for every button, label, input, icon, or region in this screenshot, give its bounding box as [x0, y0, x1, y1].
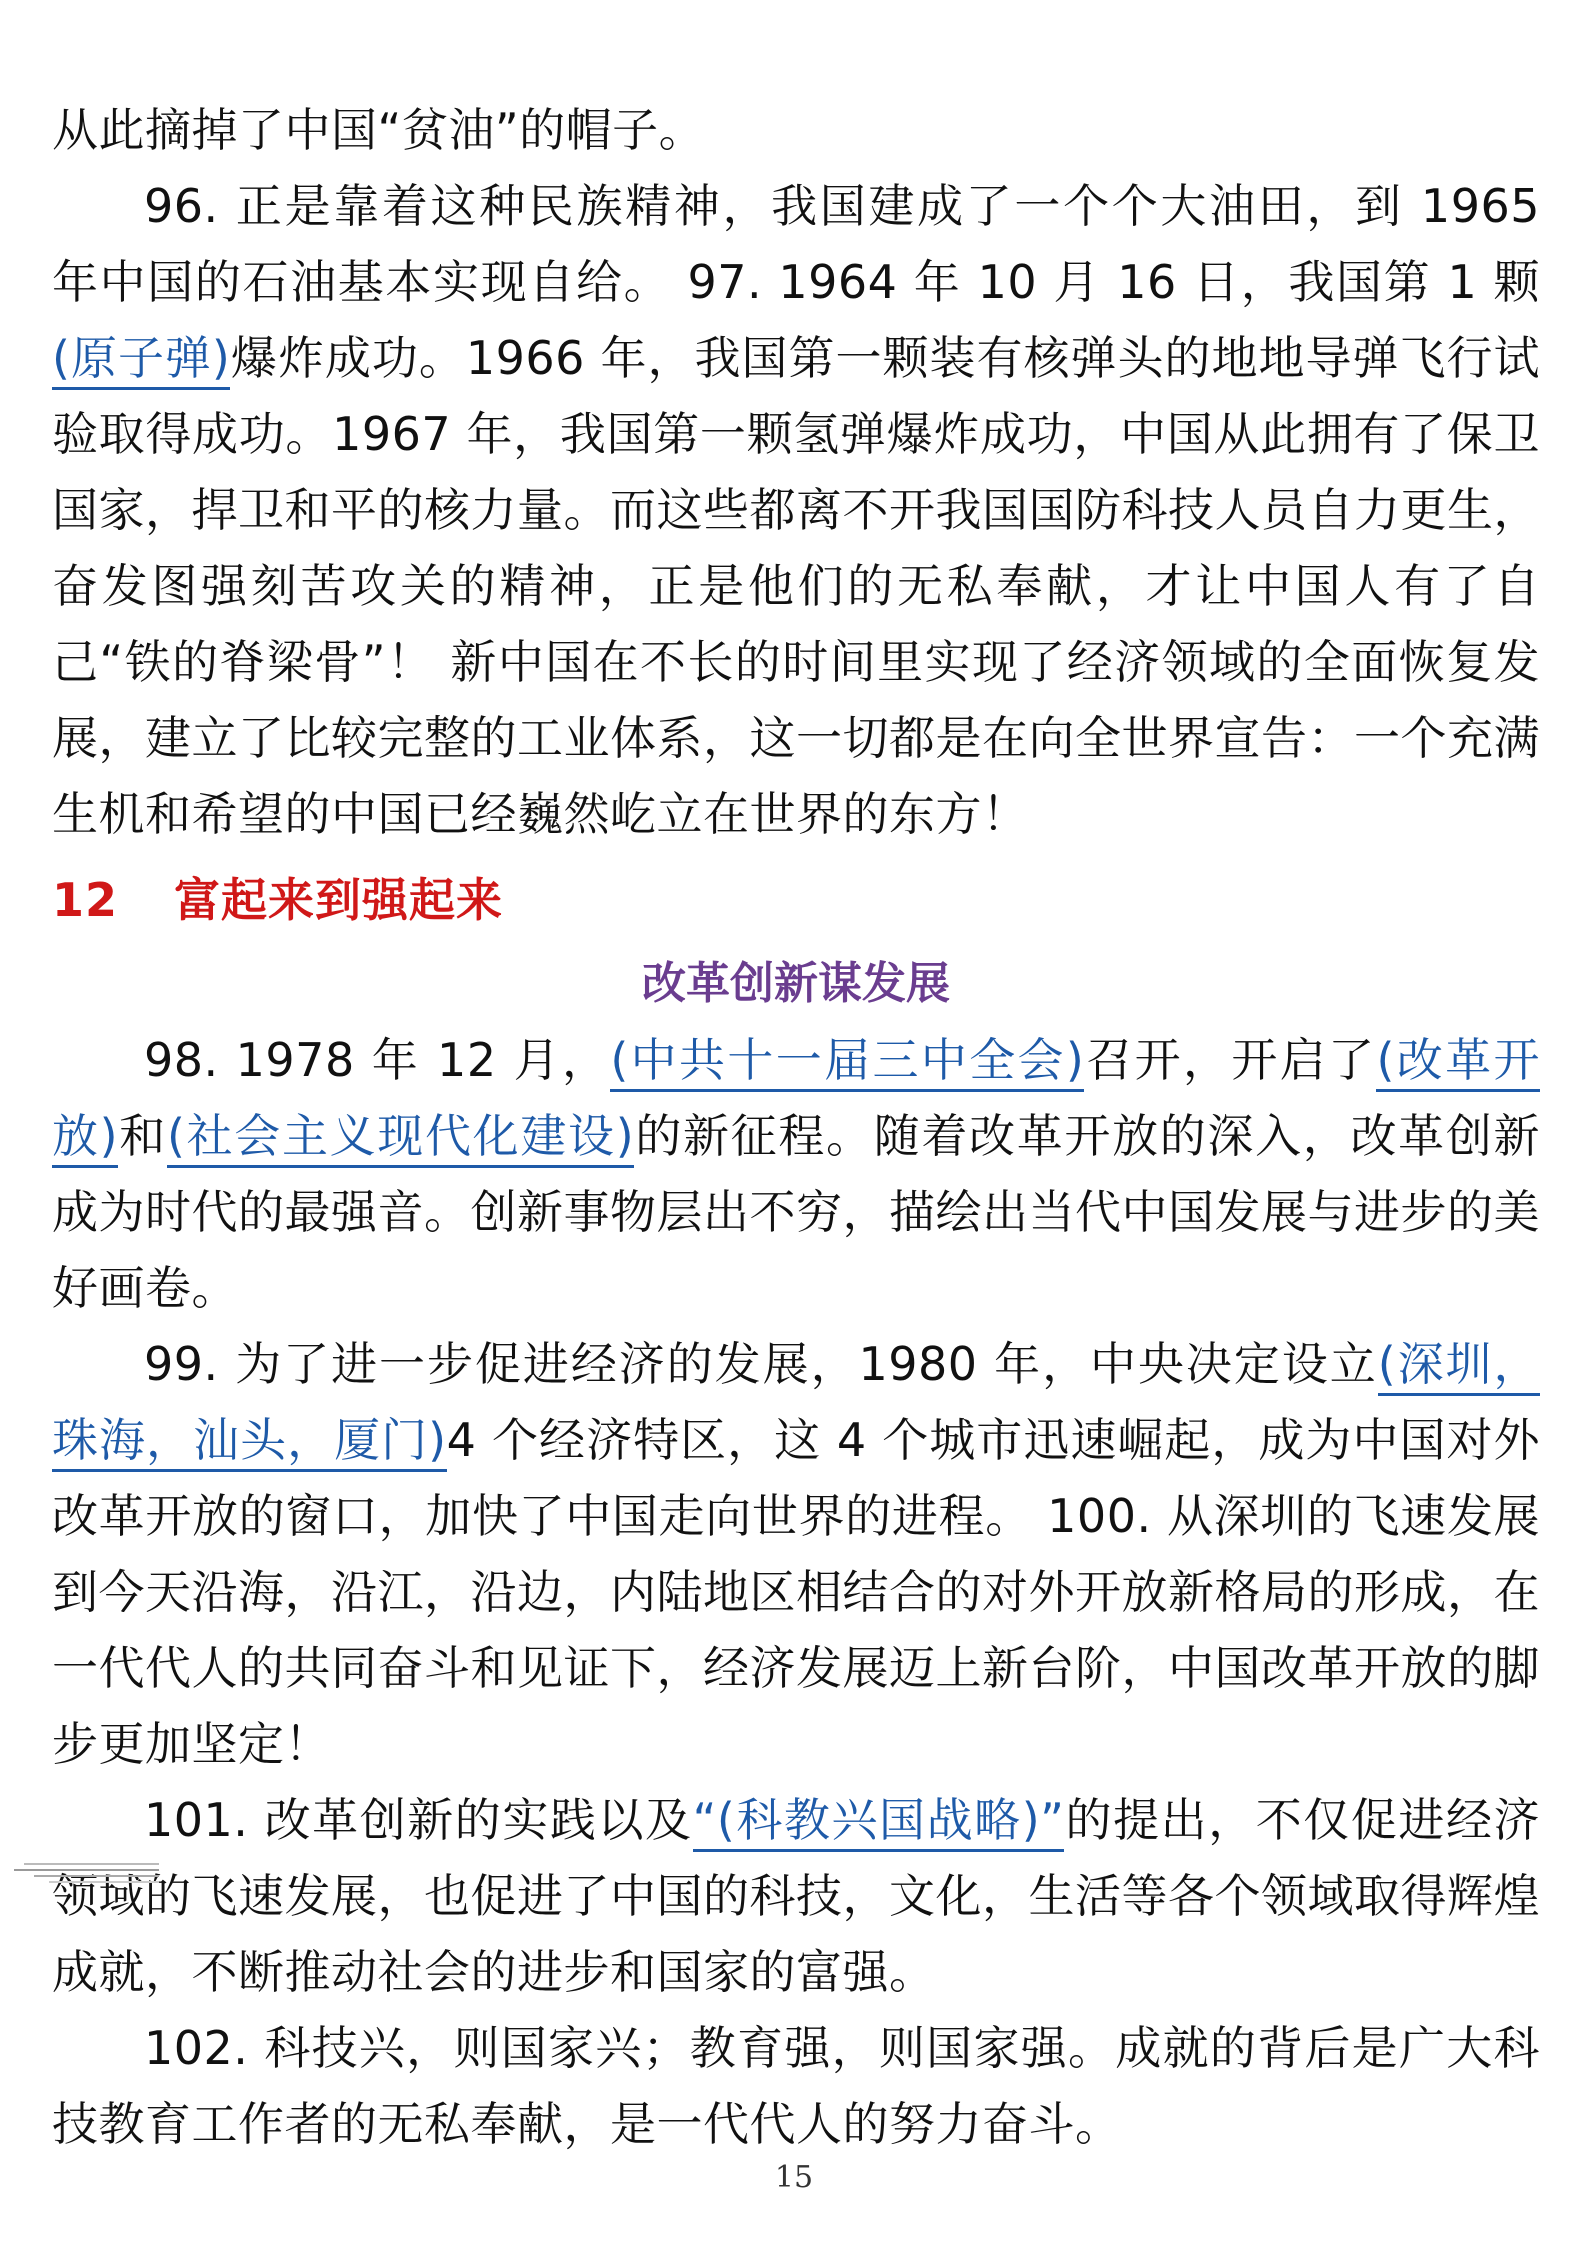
paragraph-text: 召开，开启了 [1084, 1033, 1377, 1087]
paragraph-text: 99. 为了进一步促进经济的发展，1980 年，中央决定设立 [144, 1337, 1378, 1391]
section-number: 12 [52, 873, 119, 927]
subsection-heading: 改革创新谋发展 [642, 958, 950, 1009]
paragraph-96-97 [52, 168, 1540, 852]
paragraph-text: 爆炸成功。1966 年，我国第一颗装有核弹头的地地导弹飞行试验取得成功。1967 年，我国第一颗氢弹爆炸成功，中国从此拥有了保卫国家，捍卫和平的核力量。而这些都离不开我国国防科技人员自力更生，奋发图强刻苦攻关的精神，正是他们的无私奉献，才让中国人有了自己“铁的脊梁骨”！ 新中国在不长的时间里实现了经济领域的全面恢复发展，建立了比较完整的工业体系，这一切都是在向全世界宣告：一个充满生机和希望的中国已经巍然屹立在世界的东方！ [52, 331, 1540, 841]
paragraph-text: 的新征程。随着改革开放的深入，改革创新成为时代的最强音。创新事物层出不穷，描绘出当代中国发展与进步的美好画卷。 [52, 1109, 1540, 1315]
paragraph-text: 96. 正是靠着这种民族精神，我国建成了一个个大油田，到 1965 年中国的石油基本实现自给。 97. 1964 年 10 月 16 日，我国第 1 颗 [52, 179, 1540, 309]
paragraph-102 [52, 2010, 1540, 2162]
paragraph-text: 98. 1978 年 12 月， [144, 1033, 611, 1087]
answer-atomic-bomb: (原子弹) [52, 331, 230, 390]
answer-science-education-strategy: “(科教兴国战略)” [693, 1793, 1065, 1852]
answer-third-plenum: (中共十一届三中全会) [610, 1033, 1084, 1092]
answer-reform-opening: (改革开放) [52, 1033, 1540, 1168]
answer-socialist-modernization: (社会主义现代化建设) [167, 1109, 634, 1168]
section-heading [52, 862, 1540, 938]
paragraph-text: 102. 科技兴，则国家兴；教育强，则国家强。成就的背后是广大科技教育工作者的无私奉献，是一代代人的努力奋斗。 [52, 2021, 1540, 2151]
paragraph-text: 的提出，不仅促进经济领域的飞速发展，也促进了中国的科技，文化，生活等各个领域取得辉煌成就，不断推动社会的进步和国家的富强。 [52, 1793, 1540, 1999]
page-number: 15 [774, 2160, 814, 2195]
document-body [52, 92, 1540, 2162]
paragraph-continued [52, 92, 1540, 168]
paragraph-101 [52, 1782, 1540, 2010]
swoosh-lines-icon [14, 1858, 164, 1888]
paragraph-text: 101. 改革创新的实践以及 [144, 1793, 693, 1847]
paragraph-text: 从此摘掉了中国“贫油”的帽子。 [52, 103, 706, 157]
paragraph-98 [52, 1022, 1540, 1326]
paragraph-text: 4 个经济特区，这 4 个城市迅速崛起，成为中国对外改革开放的窗口，加快了中国走向世界的进程。 100. 从深圳的飞速发展到今天沿海，沿江，沿边，内陆地区相结合的对外开放新格局的形成，在一代代人的共同奋斗和见证下，经济发展迈上新台阶，中国改革开放的脚步更加坚定！ [52, 1413, 1540, 1771]
section-title: 富起来到强起来 [174, 873, 504, 927]
paragraph-text: 和 [118, 1109, 167, 1163]
paragraph-99-100 [52, 1326, 1540, 1782]
answer-special-economic-zones: (深圳，珠海，汕头，厦门) [52, 1337, 1540, 1472]
